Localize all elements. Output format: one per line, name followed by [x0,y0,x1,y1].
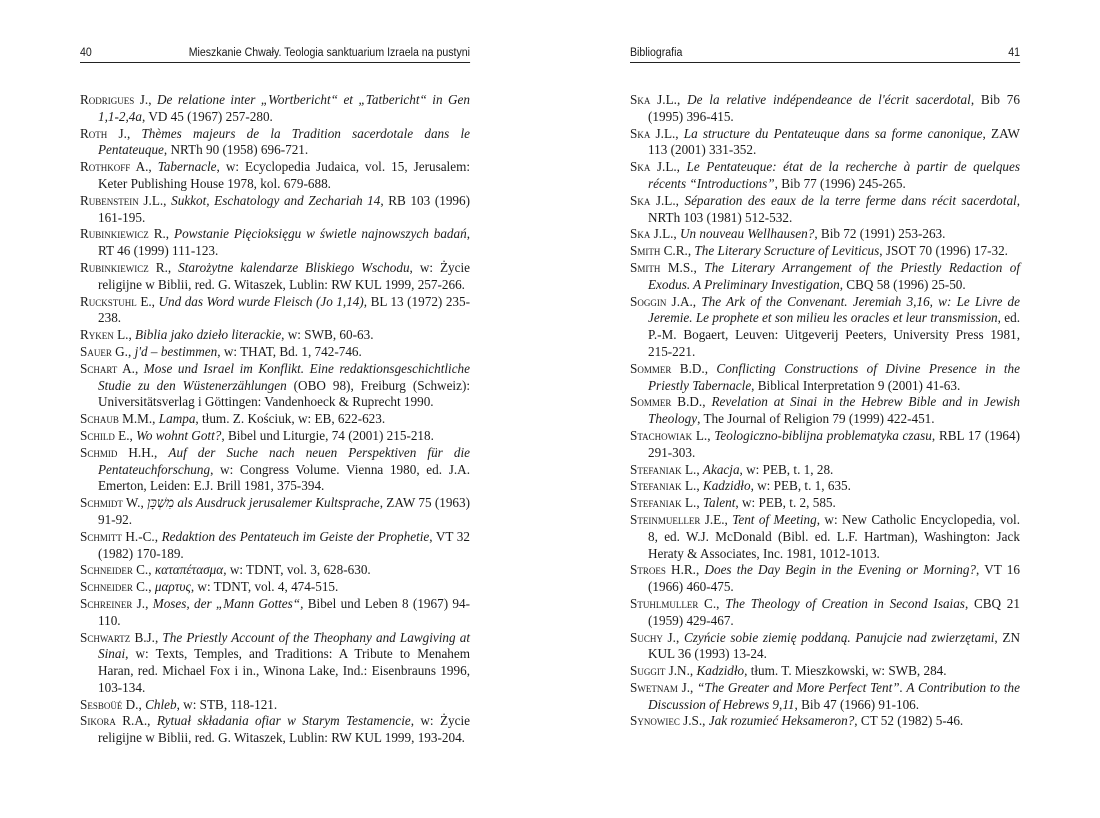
bibliography-list [80,92,470,747]
entry-details: , w: Congress Volume. Vienna 1980, ed. J.A. Emerton, Leiden: E.J. Brill 1981, 375-394. [98,461,470,494]
entry-title: Powstanie Pięcioksięgu w świetle najnowszych badań [174,226,467,242]
entry-initials: R.A., [115,713,157,729]
entry-initials: E., [136,293,159,309]
bibliography-entry [630,713,1020,730]
entry-author: Ska [630,226,651,242]
entry-details: , CBQ 21 (1959) 429-467. [648,595,1020,628]
entry-details: , RBL 17 (1964) 291-303. [648,427,1020,460]
bibliography-entry [630,663,1020,680]
entry-author: Rubinkiewicz [80,226,149,242]
entry-initials: M.M., [118,411,159,427]
bibliography-entry [630,462,1020,479]
entry-title: The Literary Arrangement of the Priestly Redaction of Exodus. A Preliminary Investigation [648,259,1021,292]
entry-initials: J., [662,629,684,645]
entry-initials: J., [134,92,157,107]
entry-initials: R., [148,259,179,275]
entry-initials: J., [677,679,698,695]
entry-author: Roth [80,125,108,141]
entry-title: La structure du Pentateuque dans sa forme canonique [683,125,983,141]
entry-initials: W., [122,495,148,511]
entry-initials: J.L., [138,192,172,208]
entry-author: Schreiner [80,595,133,611]
bibliography-entry [630,428,1020,462]
entry-author: Sommer [630,394,672,410]
entry-author: Stefaniak [630,495,682,511]
bibliography-entry [630,596,1020,630]
entry-title: The Priestly Account of the Theophany and Lawgiving at Sinai [98,629,470,662]
entry-title: Auf der Suche nach neuen Perspektiven für die Pentateuchforschung [98,444,470,477]
entry-details: , w: New Catholic Encyclopedia, vol. 8, ed. W.J. McDonald (Bibl. ed. L.F. Hartman), Washington: Jack Heraty & Associates, Inc. 1981, 1012-1013. [648,511,1021,561]
entry-initials: J.N., [665,663,697,679]
entry-initials: J.L., [650,92,688,107]
entry-title: The Literary Scructure of Leviticus [694,243,880,259]
entry-details: , w: Życie religijne w Biblii, red. G. Witaszek, Lublin: RW KUL 1999, 193-204. [98,713,470,746]
entry-title: Séparation des eaux de la terre ferme dans récit sacerdotal [684,192,1017,208]
entry-details: , Bibel und Liturgie, 74 (2001) 215-218. [221,427,434,443]
entry-initials: A., [130,159,158,175]
bibliography-entry [630,630,1020,664]
running-head [80,46,470,63]
entry-details: , w: Ecyclopedia Judaica, vol. 15, Jerusalem: Keter Publishing House 1978, kol. 679-688. [98,159,470,191]
entry-details: , NRTh 103 (1981) 512-532. [648,192,1020,225]
entry-author: Rodrigues [80,92,135,107]
entry-author: Synowiec [630,713,680,729]
bibliography-entry [80,428,470,445]
entry-title: Starożytne kalendarze Bliskiego Wschodu [178,259,410,275]
entry-author: Sesboüé [80,696,123,712]
bibliography-entry [630,243,1020,260]
entry-title: The Theology of Creation in Second Isaias [725,595,965,611]
entry-author: Stachowiak [630,427,693,443]
entry-details: , VD 45 (1967) 257-280. [141,108,273,124]
entry-details: , w: THAT, Bd. 1, 742-746. [217,343,362,359]
bibliography-entry [80,92,470,126]
entry-initials: J., [132,595,153,611]
entry-details: , w: TDNT, vol. 4, 474-515. [190,579,339,595]
bibliography-entry [80,294,470,328]
entry-title: Talent [702,495,736,511]
entry-author: Smith [630,259,661,275]
entry-details: , BL 13 (1972) 235-238. [98,293,470,326]
entry-author: Suggit [630,663,666,679]
entry-title: Revelation at Sinai in the Hebrew Bible and in Jewish Theology [648,394,1020,427]
entry-title: Le Pentateuque: état de la recherche à partir de quelques récents “Introductions” [648,159,1021,191]
entry-details: , ed. P.-M. Bogaert, Leuven: Uitgeverij Peeters, University Press 1981, 215-221. [648,310,1020,359]
entry-details: , ZAW 75 (1963) 91-92. [98,495,471,527]
entry-initials: J.S., [679,713,709,729]
bibliography-entry [80,126,470,160]
entry-initials: J.L., [650,125,684,141]
entry-initials: L., [692,427,715,443]
running-title: Mieszkanie Chwały. Teologia sanktuarium Izraela na pustyni [188,47,471,59]
entry-details: , RT 46 (1999) 111-123. [98,226,471,259]
entry-details: , Bib 77 (1996) 245-265. [774,175,906,191]
entry-details: , CT 52 (1982) 5-46. [854,713,964,729]
entry-details: , Bibel und Leben 8 (1967) 94-110. [98,595,470,628]
entry-title: Und das Word wurde Fleisch (Jo 1,14) [158,293,364,309]
entry-title: Biblia jako dzieło literackie [135,327,282,343]
entry-title: Moses, der „Mann Gottes“ [152,595,301,611]
entry-initials: B.D., [671,360,717,376]
bibliography-entry [630,361,1020,395]
entry-title: μαρτυς [154,579,191,595]
entry-initials: L., [681,478,703,494]
bibliography-entry [630,159,1020,193]
entry-details: , Biblical Interpretation 9 (2001) 41-63. [751,377,961,393]
entry-initials: B.J., [130,629,163,645]
entry-author: Sauer [80,343,112,359]
entry-author: Sikora [80,713,116,729]
entry-initials: R., [148,226,175,242]
entry-details: , w: Texts, Temples, and Traditions: A Tribute to Menahem Haran, red. Michael Fox i in., Winona Lake, Ind.: Eisenbrauns 1996, 103-134. [98,646,470,695]
bibliography-entry [630,478,1020,495]
entry-author: Stroes [630,562,666,578]
bibliography-entry [630,126,1020,160]
entry-title: מִשְׁכָּן als Ausdruck jerusalemer Kultsprache [147,495,380,511]
bibliography-entry [80,562,470,579]
entry-title: Lampa [158,411,196,427]
bibliography-entry [80,361,470,411]
entry-details: , Bib 76 (1995) 396-415. [648,92,1020,124]
entry-author: Ska [630,92,651,107]
bibliography-entry [80,697,470,714]
entry-initials: J.E., [700,511,733,527]
entry-details: , The Journal of Religion 79 (1999) 422-451. [697,411,935,427]
entry-details: , Bib 47 (1966) 91-106. [794,696,920,712]
bibliography-entry [80,495,470,529]
entry-author: Schneider [80,579,133,595]
entry-initials: B.D., [671,394,712,410]
entry-title: Chleb [145,696,177,712]
entry-initials: E., [114,427,137,443]
entry-author: Schwartz [80,629,131,645]
bibliography-entry [630,92,1020,126]
bibliography-entry [80,579,470,596]
entry-initials: M.S., [660,259,705,275]
bibliography-entry [80,630,470,697]
entry-title: Rytuał składania ofiar w Starym Testamencie [156,713,411,729]
entry-initials: J., [107,125,142,141]
entry-title: “The Greater and More Perfect Tent”. A Contribution to the Discussion of Hebrews 9,11 [648,679,1020,712]
entry-author: Schild [80,427,115,443]
entry-initials: L., [113,327,136,343]
entry-initials: J.L., [650,192,685,208]
entry-details: , tłum. T. Mieszkowski, w: SWB, 284. [744,663,947,679]
entry-author: Stefaniak [630,461,682,477]
bibliography-entry [630,512,1020,562]
entry-initials: C., [132,562,155,578]
entry-author: Suchy [630,629,663,645]
entry-initials: H.H., [117,444,169,460]
entry-initials: A., [117,360,144,376]
entry-title: j'd – bestimmen [134,343,218,359]
entry-initials: G., [111,343,135,359]
bibliography-entry [630,294,1020,361]
entry-author: Ruckstuhl [80,293,137,309]
entry-author: Sommer [630,360,672,376]
bibliography-entry [630,394,1020,428]
entry-title: Tent of Meeting [732,511,817,527]
entry-author: Schart [80,360,118,376]
entry-details: , ZAW 113 (2001) 331-352. [648,125,1020,158]
running-head [630,46,1020,63]
entry-initials: H.R., [665,562,705,578]
entry-author: Stefaniak [630,478,682,494]
entry-initials: L., [681,461,703,477]
entry-title: Wo wohnt Gott? [136,427,222,443]
entry-title: Czyńcie sobie ziemię poddaną. Panujcie nad zwierzętami [683,629,995,645]
entry-author: Ska [630,125,651,141]
entry-author: Ryken [80,327,114,343]
entry-details: (OBO 98), Freiburg (Schweiz): Universitätsverlag i Göttingen: Vandenhoeck & Ruprecht 1990. [98,377,470,410]
entry-title: Tabernacle [157,159,217,175]
bibliography-entry [80,327,470,344]
bibliography-entry [630,226,1020,243]
entry-title: Akacja [702,461,740,477]
entry-title: Kadzidło [696,663,745,679]
entry-details: , w: TDNT, vol. 3, 628-630. [223,562,371,578]
entry-author: Schmidt [80,495,123,511]
entry-author: Swetnam [630,679,678,695]
entry-initials: J.A., [666,293,702,309]
entry-initials: C., [132,579,155,595]
bibliography-entry [80,193,470,227]
entry-details: , w: PEB, t. 1, 635. [750,478,851,494]
bibliography-entry [80,260,470,294]
entry-title: Un nouveau Wellhausen? [680,226,815,242]
bibliography-entry [630,680,1020,714]
entry-title: Redaktion des Pentateuch im Geiste der Prophetie [161,528,430,544]
entry-initials: J.L., [650,159,687,175]
entry-title: Conflicting Constructions of Divine Presence in the Priestly Tabernacle [648,360,1020,393]
entry-author: Schneider [80,562,133,578]
entry-details: , CBQ 58 (1996) 25-50. [839,276,966,292]
entry-title: Mose und Israel im Konflikt. Eine redaktionsgeschichtliche Studie zu den Wüstenerzählungen [98,360,470,393]
entry-details: , VT 16 (1966) 460-475. [648,562,1020,595]
entry-details: , VT 32 (1982) 170-189. [98,528,470,561]
entry-author: Rothkoff [80,159,131,175]
entry-initials: C.R., [660,243,695,259]
entry-title: De relatione inter „Wortbericht“ et „Tatbericht“ in Gen 1,1-2,4a [98,92,470,124]
entry-author: Schmid [80,444,118,460]
left-page [80,0,470,818]
bibliography-entry [630,193,1020,227]
page-number: 40 [80,47,92,59]
entry-initials: L., [681,495,703,511]
entry-details: , RB 103 (1996) 161-195. [98,192,471,225]
entry-author: Steinmueller [630,511,701,527]
entry-author: Schmitt [80,528,122,544]
entry-title: The Ark of the Convenant. Jeremiah 3,16, w: Le Livre de Jeremie. Le prophete et son milieu les oracles et leur transmission [648,293,1020,326]
entry-title: Sukkot, Eschatology and Zechariah 14 [171,192,381,208]
entry-details: , Bib 72 (1991) 253-263. [814,226,946,242]
running-title: Bibliografia [630,47,683,59]
entry-title: Jak rozumieć Heksameron? [708,713,855,729]
bibliography-list [630,92,1020,730]
entry-details: , w: Życie religijne w Biblii, red. G. Witaszek, Lublin: RW KUL 1999, 257-266. [98,259,471,292]
bibliography-entry [80,159,470,193]
bibliography-entry [80,226,470,260]
entry-details: , NRTh 90 (1958) 696-721. [163,142,309,158]
bibliography-entry [630,495,1020,512]
entry-details: , w: STB, 118-121. [176,696,278,712]
entry-details: , w: PEB, t. 2, 585. [735,495,836,511]
entry-author: Rubinkiewicz [80,259,149,275]
entry-title: Teologiczno-biblijna problematyka czasu [714,427,932,443]
entry-author: Soggin [630,293,667,309]
bibliography-entry [80,529,470,563]
entry-author: Ska [630,192,651,208]
entry-initials: C., [698,595,726,611]
entry-details: , JSOT 70 (1996) 17-32. [879,243,1008,259]
entry-author: Schaub [80,411,119,427]
entry-details: , w: PEB, t. 1, 28. [739,461,834,477]
entry-initials: D., [122,696,146,712]
entry-details: , w: SWB, 60-63. [281,327,374,343]
entry-title: De la relative indépendeance de l'écrit sacerdotal [687,92,971,107]
entry-title: Kadzidło [702,478,751,494]
entry-details: , tłum. Z. Kościuk, w: EB, 622-623. [195,411,386,427]
entry-title: Does the Day Begin in the Evening or Morning? [704,562,977,578]
bibliography-entry [80,411,470,428]
entry-details: , ZN KUL 36 (1993) 13-24. [648,629,1020,662]
bibliography-entry [630,260,1020,294]
bibliography-entry [80,445,470,495]
entry-initials: H.-C., [121,528,162,544]
entry-title: καταπέτασμα [154,562,224,578]
entry-author: Stuhlmuller [630,595,699,611]
entry-author: Smith [630,243,661,259]
entry-initials: J.L., [650,226,681,242]
page-number: 41 [1008,47,1021,59]
bibliography-entry [80,596,470,630]
bibliography-entry [80,713,470,747]
right-page [630,0,1020,818]
bibliography-entry [630,562,1020,596]
entry-author: Rubenstein [80,192,139,208]
entry-author: Ska [630,159,651,175]
bibliography-entry [80,344,470,361]
entry-title: Thèmes majeurs de la Tradition sacerdotale dans le Pentateuque [98,125,470,158]
